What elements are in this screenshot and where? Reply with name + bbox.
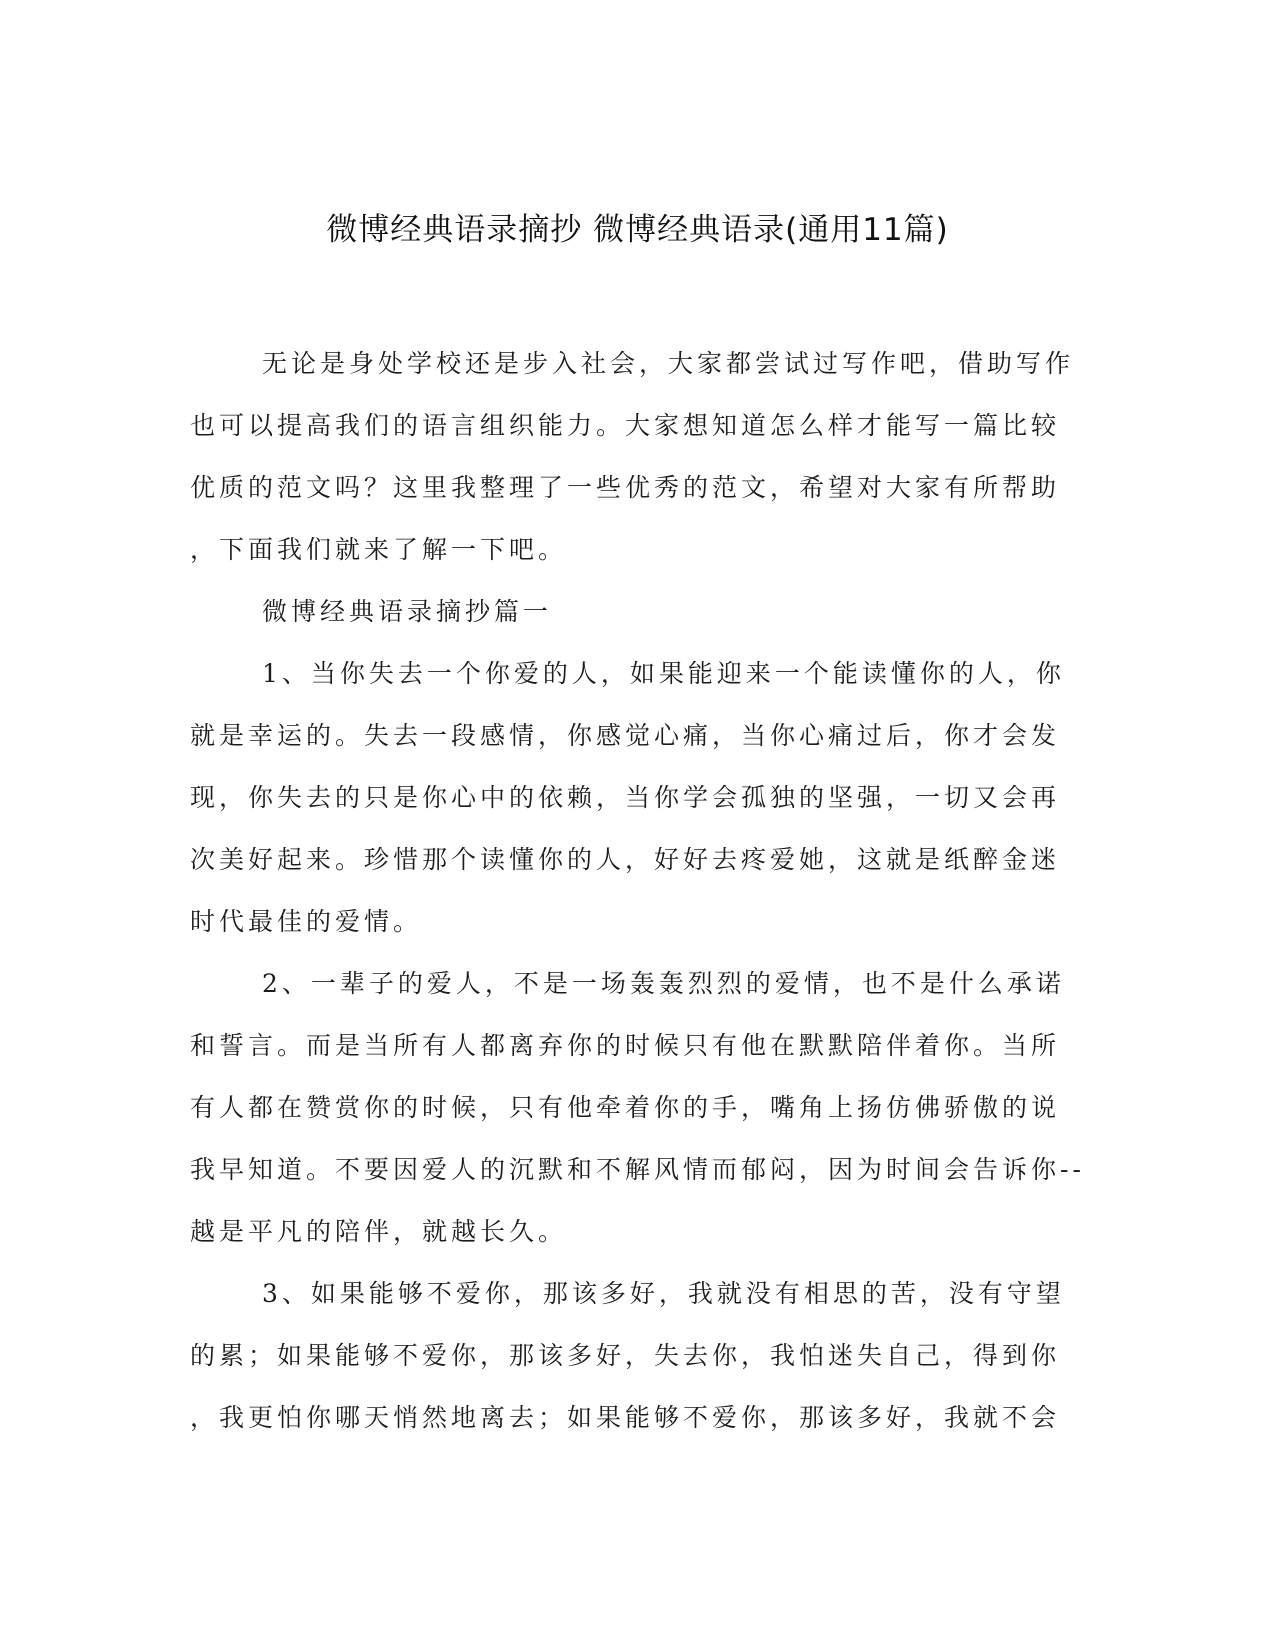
paragraph-line: 有人都在赞赏你的时候，只有他牵着你的手，嘴角上扬仿佛骄傲的说 — [190, 1093, 1061, 1122]
paragraph-line: 我早知道。不要因爱人的沉默和不解风情而郁闷，因为时间会告诉你-- — [190, 1155, 1085, 1184]
paragraph-line: ，我更怕你哪天悄然地离去；如果能够不爱你，那该多好，我就不会 — [190, 1403, 1061, 1432]
paragraph-line: 和誓言。而是当所有人都离弃你的时候只有他在默默陪伴着你。当所 — [190, 1031, 1061, 1060]
document-title: 微博经典语录摘抄 微博经典语录(通用11篇) — [326, 212, 949, 248]
paragraph-line: 2、一辈子的爱人，不是一场轰轰烈烈的爱情，也不是什么承诺 — [262, 969, 1065, 998]
paragraph-line: 1、当你失去一个你爱的人，如果能迎来一个能读懂你的人，你 — [262, 659, 1065, 688]
paragraph-line: 也可以提高我们的语言组织能力。大家想知道怎么样才能写一篇比较 — [190, 411, 1061, 440]
paragraph-line: 的累；如果能够不爱你，那该多好，失去你，我怕迷失自己，得到你 — [190, 1341, 1061, 1370]
paragraph-line: 现，你失去的只是你心中的依赖，当你学会孤独的坚强，一切又会再 — [190, 783, 1061, 812]
section-heading: 微博经典语录摘抄篇一 — [262, 597, 553, 626]
paragraph-line: 次美好起来。珍惜那个读懂你的人，好好去疼爱她，这就是纸醉金迷 — [190, 845, 1061, 874]
paragraph-line: 就是幸运的。失去一段感情，你感觉心痛，当你心痛过后，你才会发 — [190, 721, 1061, 750]
paragraph-line: 越是平凡的陪伴，就越长久。 — [190, 1217, 568, 1246]
paragraph-line: ，下面我们就来了解一下吧。 — [190, 535, 568, 564]
document-body — [190, 333, 1085, 1449]
paragraph-line: 无论是身处学校还是步入社会，大家都尝试过写作吧，借助写作 — [262, 349, 1075, 378]
paragraph-line: 3、如果能够不爱你，那该多好，我就没有相思的苦，没有守望 — [262, 1279, 1065, 1308]
paragraph-line: 优质的范文吗？这里我整理了一些优秀的范文，希望对大家有所帮助 — [190, 473, 1061, 502]
paragraph-line: 时代最佳的爱情。 — [190, 907, 423, 936]
